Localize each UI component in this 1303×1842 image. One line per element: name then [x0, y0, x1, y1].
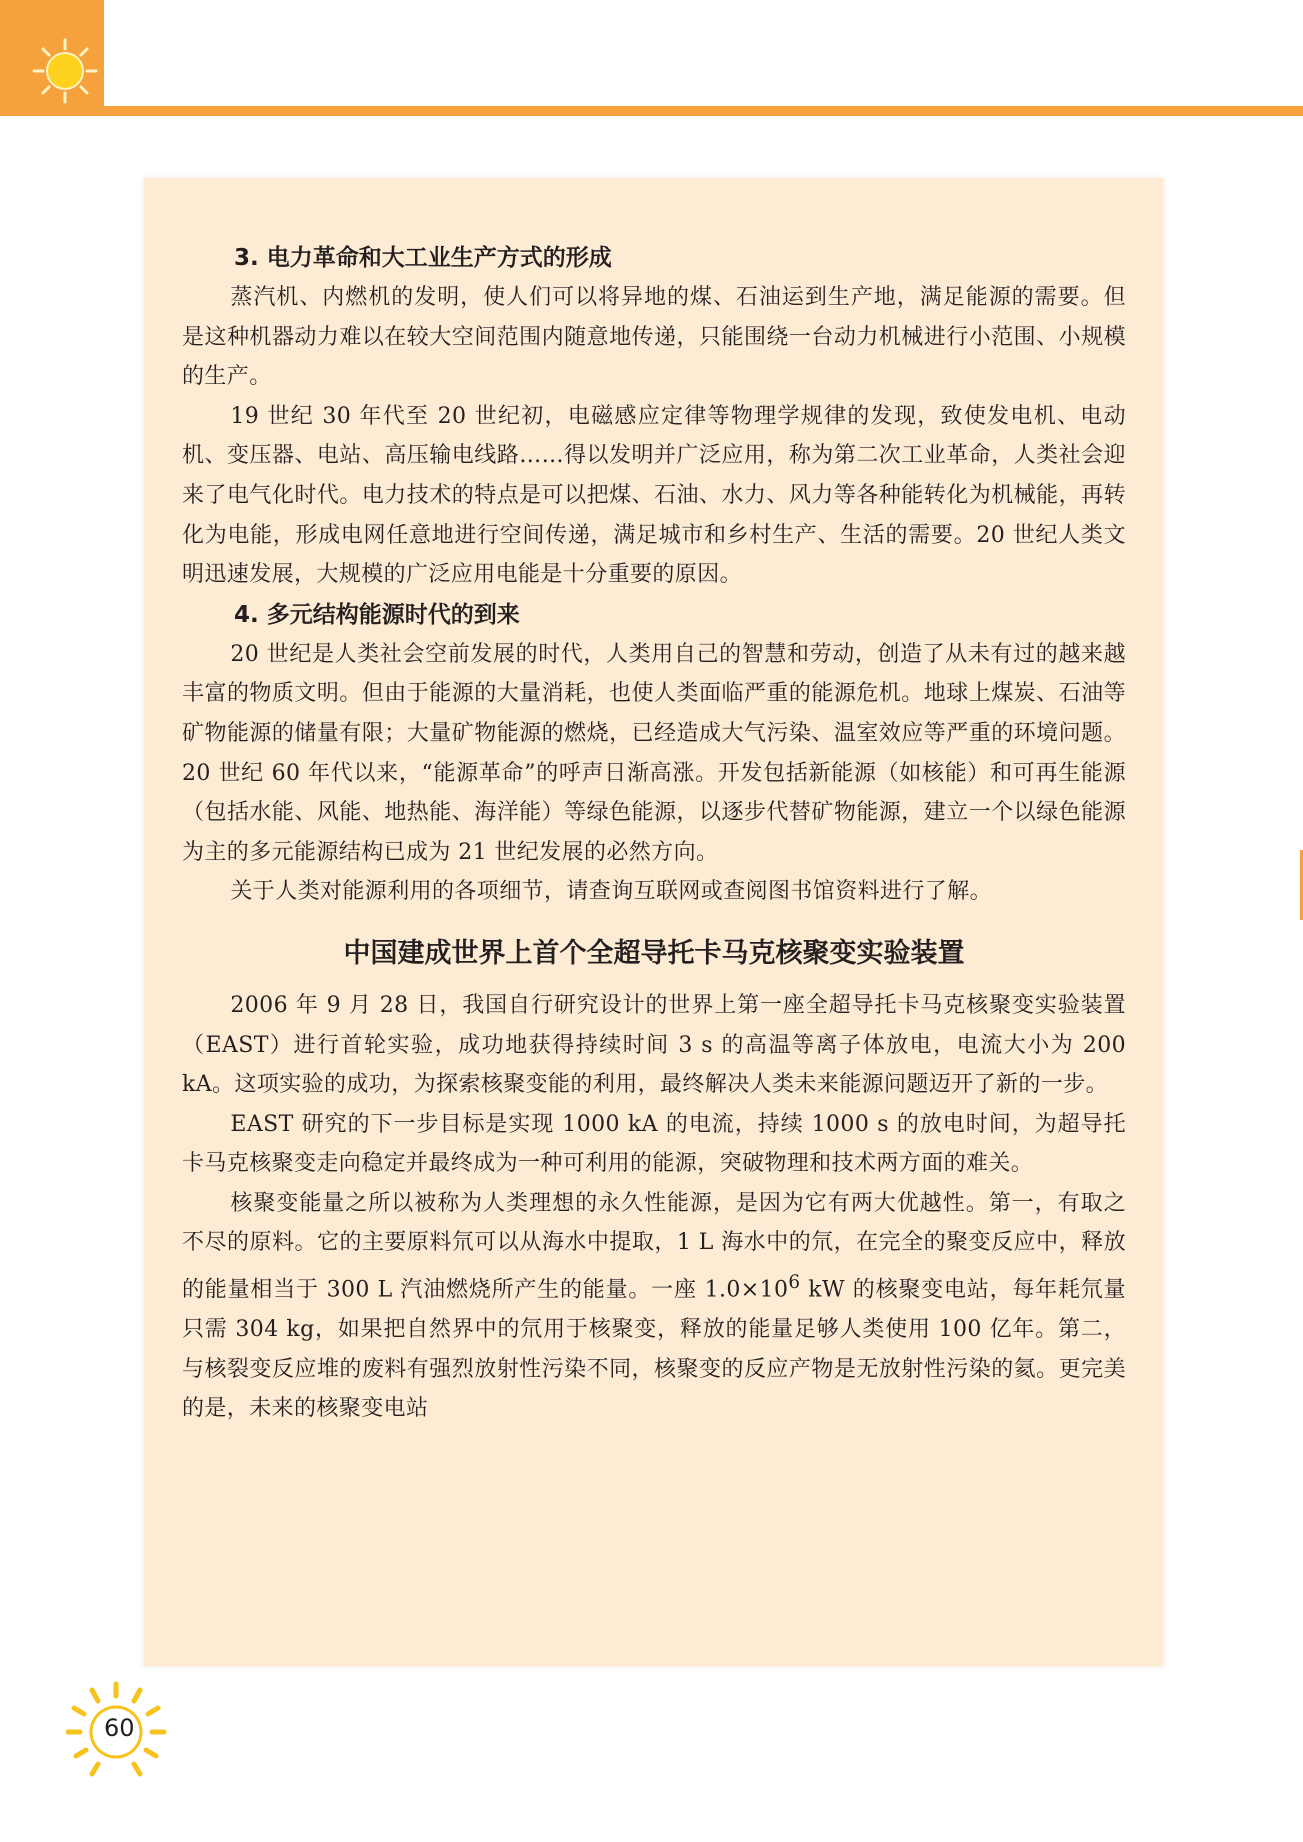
content-box: [144, 178, 1163, 1666]
header-rule: [0, 106, 1303, 116]
paragraph: 关于人类对能源利用的各项细节，请查询互联网或查阅图书馆资料进行了解。: [230, 879, 992, 905]
feature-title: 中国建成世界上首个全超导托卡马克核聚变实验装置: [343, 937, 965, 969]
content-body: [182, 238, 1126, 1429]
text-run: 核聚变能量之所以被称为人类理想的永久性能源，是因为它有两大优越性。第一，有取之不尽的原料。它的主要原料氘可以从海水中提取，1 L 海水中的氘，在完全的聚变反应中，释放的能量相当于 300 L 汽油燃烧所产生的能量。一座 1.0×10: [182, 1190, 1126, 1303]
paragraph: 蒸汽机、内燃机的发明，使人们可以将异地的煤、石油运到生产地，满足能源的需要。但是这种机器动力难以在较大空间范围内随意地传递，只能围绕一台动力机械进行小范围、小规模的生产。: [182, 285, 1126, 390]
paragraph: EAST 研究的下一步目标是实现 1000 kA 的电流，持续 1000 s 的放电时间，为超导托卡马克核聚变走向稳定并最终成为一种可利用的能源，突破物理和技术两方面的难关。: [182, 1111, 1126, 1177]
paragraph: [182, 1184, 1126, 1429]
paragraph: 19 世纪 30 年代至 20 世纪初，电磁感应定律等物理学规律的发现，致使发电机、电动机、变压器、电站、高压输电线路……得以发明并广泛应用，称为第二次工业革命，人类社会迎来了电气化时代。电力技术的特点是可以把煤、石油、水力、风力等各种能转化为机械能，再转化为电能，形成电网任意地进行空间传递，满足城市和乡村生产、生活的需要。20 世纪人类文明迅速发展，大规模的广泛应用电能是十分重要的原因。: [182, 403, 1126, 588]
page-number: 60: [104, 1714, 135, 1742]
text-run: kW 的核聚变电站，每年耗氘量只需 304 kg，如果把自然界中的氘用于核聚变，释放的能量足够人类使用 100 亿年。第二，与核裂变反应堆的废料有强烈放射性污染不同，核聚变的反应产物是无放射性污染的氦。更完美的是，未来的核聚变电站: [182, 1277, 1126, 1422]
paragraph: 20 世纪是人类社会空前发展的时代，人类用自己的智慧和劳动，创造了从未有过的越来越丰富的物质文明。但由于能源的大量消耗，也使人类面临严重的能源危机。地球上煤炭、石油等矿物能源的储量有限；大量矿物能源的燃烧，已经造成大气污染、温室效应等严重的环境问题。20 世纪 60 年代以来，“能源革命”的呼声日渐高涨。开发包括新能源（如核能）和可再生能源（包括水能、风能、地热能、海洋能）等绿色能源，以逐步代替矿物能源，建立一个以绿色能源为主的多元能源结构已成为 21 世纪发展的必然方向。: [182, 641, 1126, 865]
sun-icon: [30, 36, 100, 106]
superscript: 6: [788, 1272, 801, 1294]
section-4-heading: 4. 多元结构能源时代的到来: [234, 601, 520, 628]
section-3-heading: 3. 电力革命和大工业生产方式的形成: [234, 245, 612, 271]
paragraph: 2006 年 9 月 28 日，我国自行研究设计的世界上第一座全超导托卡马克核聚变实验装置（EAST）进行首轮实验，成功地获得持续时间 3 s 的高温等离子体放电，电流大小为 200 kA。这项实验的成功，为探索核聚变能的利用，最终解决人类未来能源问题迈开了新的一步。: [182, 992, 1126, 1098]
